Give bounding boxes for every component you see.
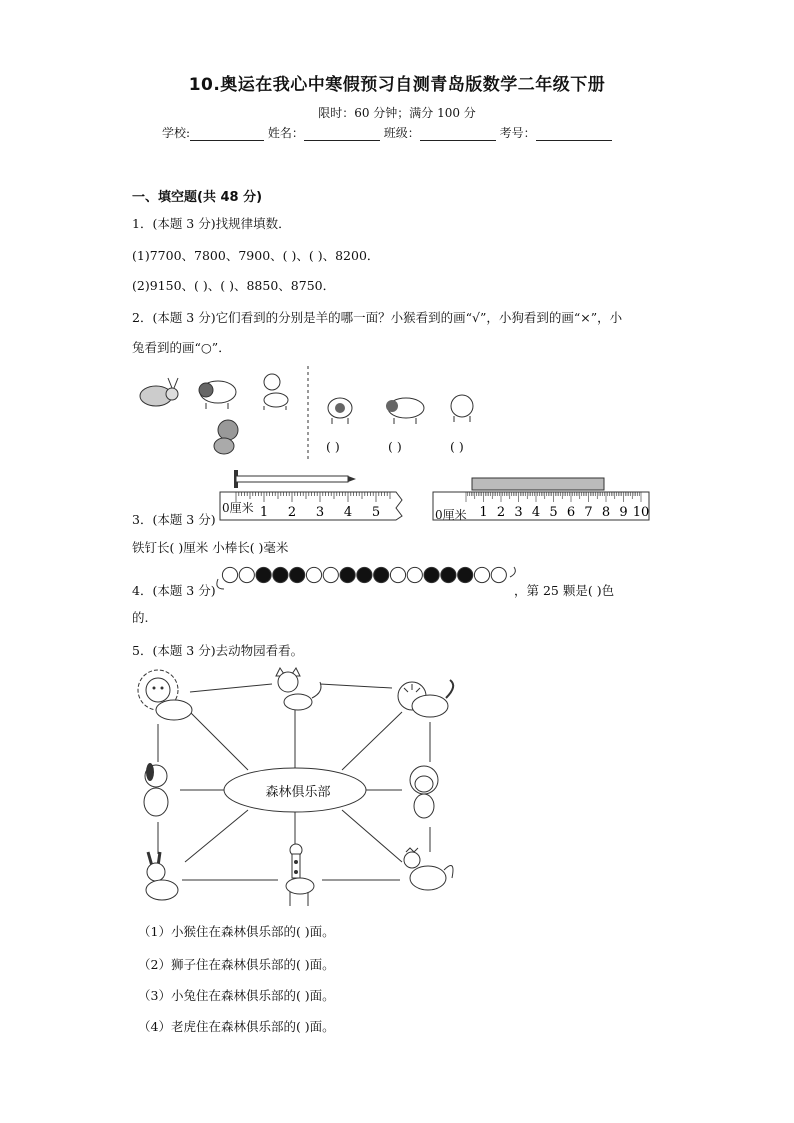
student-info-line bbox=[162, 124, 612, 141]
black-bead bbox=[441, 567, 456, 582]
ruler-1-tick-label: 4 bbox=[343, 505, 353, 520]
black-bead bbox=[290, 567, 305, 582]
ruler-2-tick-label: 4 bbox=[531, 505, 541, 520]
black-bead bbox=[273, 567, 288, 582]
rabbit-icon bbox=[146, 852, 178, 900]
ruler-2-tick-label: 7 bbox=[584, 505, 593, 520]
ruler-2-tick-label: 6 bbox=[566, 505, 576, 520]
q5-item-2: （2）狮子住在森林俱乐部的( )面。 bbox=[138, 957, 335, 972]
white-bead bbox=[474, 567, 489, 582]
stick-icon bbox=[472, 478, 604, 490]
ruler-2-tick-label: 2 bbox=[496, 505, 506, 520]
q1-line2: (2)9150、( )、( )、8850、8750． bbox=[132, 278, 336, 293]
bead-string bbox=[214, 563, 520, 597]
class-label: 班级： bbox=[383, 126, 420, 140]
ruler-2-zero-label: 0厘米 bbox=[435, 508, 467, 522]
white-bead bbox=[239, 567, 254, 582]
school-label: 学校: bbox=[162, 126, 191, 140]
black-bead bbox=[424, 567, 439, 582]
q2-answer-1[interactable]: ( ) bbox=[326, 439, 340, 454]
q5-stem: 5．(本题 3 分)去动物园看看。 bbox=[132, 643, 304, 658]
sheep-front-view-icon bbox=[328, 398, 352, 424]
tiger-icon bbox=[398, 680, 453, 717]
cat-icon bbox=[276, 668, 321, 710]
exam-number-label: 考号： bbox=[499, 126, 536, 140]
sheep-side-view-icon bbox=[386, 398, 424, 424]
ruler-2-tick-label: 9 bbox=[619, 505, 628, 520]
ruler-2-tick-label: 8 bbox=[601, 505, 611, 520]
black-bead bbox=[458, 567, 473, 582]
nail-icon bbox=[234, 470, 356, 488]
white-bead bbox=[306, 567, 321, 582]
q1-stem: 1．(本题 3 分)找规律填数． bbox=[132, 216, 291, 231]
page-title: 10.奥运在我心中寒假预习自测青岛版数学二年级下册 bbox=[188, 75, 606, 95]
black-bead bbox=[374, 567, 389, 582]
name-field[interactable] bbox=[304, 128, 380, 141]
name-label: 姓名： bbox=[267, 126, 304, 140]
monkey-icon bbox=[410, 766, 438, 818]
ruler-1-tick-label: 2 bbox=[287, 505, 297, 520]
rabbit-icon bbox=[140, 378, 178, 406]
ruler-1-tick-label: 5 bbox=[371, 505, 381, 520]
section-heading: 一、填空题(共 48 分) bbox=[132, 190, 263, 205]
white-bead bbox=[407, 567, 422, 582]
ruler-1-zero-label: 0厘米 bbox=[222, 501, 254, 515]
q5-item-4: （4）老虎住在森林俱乐部的( )面。 bbox=[138, 1019, 335, 1034]
sheep-icon bbox=[199, 381, 236, 409]
ruler-2-tick-label: 1 bbox=[479, 505, 488, 520]
black-bead bbox=[256, 567, 271, 582]
sheep-back-view-icon bbox=[451, 395, 473, 422]
ruler-2-tick-label: 3 bbox=[514, 505, 523, 520]
q4-tail: ，第 25 颗是( )色 bbox=[514, 583, 615, 598]
q4-tail-cont: 的. bbox=[132, 610, 149, 625]
black-bead bbox=[357, 567, 372, 582]
q2-stem-cont: 兔看到的画“○”． bbox=[132, 340, 231, 355]
exam-number-field[interactable] bbox=[536, 128, 612, 141]
ruler-2-tick-label: 10 bbox=[632, 505, 650, 520]
ruler-1-tick-label: 1 bbox=[259, 505, 269, 520]
giraffe-icon bbox=[286, 844, 314, 906]
q3-stem: 3．(本题 3 分) bbox=[132, 512, 216, 527]
q2-answer-2[interactable]: ( ) bbox=[388, 439, 402, 454]
q1-line1: (1)7700、7800、7900、( )、( )、8200． bbox=[132, 248, 380, 263]
time-limit: 限时：60 分钟；满分 100 分 bbox=[318, 106, 476, 120]
q2-answer-3[interactable]: ( ) bbox=[450, 439, 464, 454]
white-bead bbox=[491, 567, 506, 582]
q5-item-1: （1）小猴住在森林俱乐部的( )面。 bbox=[138, 924, 335, 939]
forest-club-label: 森林俱乐部 bbox=[265, 785, 331, 800]
ruler-2-tick-label: 5 bbox=[549, 505, 558, 520]
lion-icon bbox=[138, 670, 192, 720]
q2-stem: 2．(本题 3 分)它们看到的分别是羊的哪一面？小猴看到的画“√”，小狗看到的画“×”，小 bbox=[132, 310, 623, 325]
monkey-icon bbox=[214, 420, 238, 454]
class-field[interactable] bbox=[420, 128, 496, 141]
q4-stem: 4．(本题 3 分) bbox=[132, 583, 216, 598]
school-field[interactable] bbox=[190, 128, 264, 141]
white-bead bbox=[390, 567, 405, 582]
black-bead bbox=[340, 567, 355, 582]
rooster-icon bbox=[404, 848, 453, 890]
dog-icon bbox=[144, 763, 168, 816]
white-bead bbox=[323, 567, 338, 582]
q5-item-3: （3）小兔住在森林俱乐部的( )面。 bbox=[138, 988, 335, 1003]
white-bead bbox=[222, 567, 237, 582]
dog-icon bbox=[264, 374, 288, 410]
ruler-1-tick-label: 3 bbox=[315, 505, 325, 520]
q3-answer: 铁钉长( )厘米 小棒长( )毫米 bbox=[132, 540, 289, 555]
